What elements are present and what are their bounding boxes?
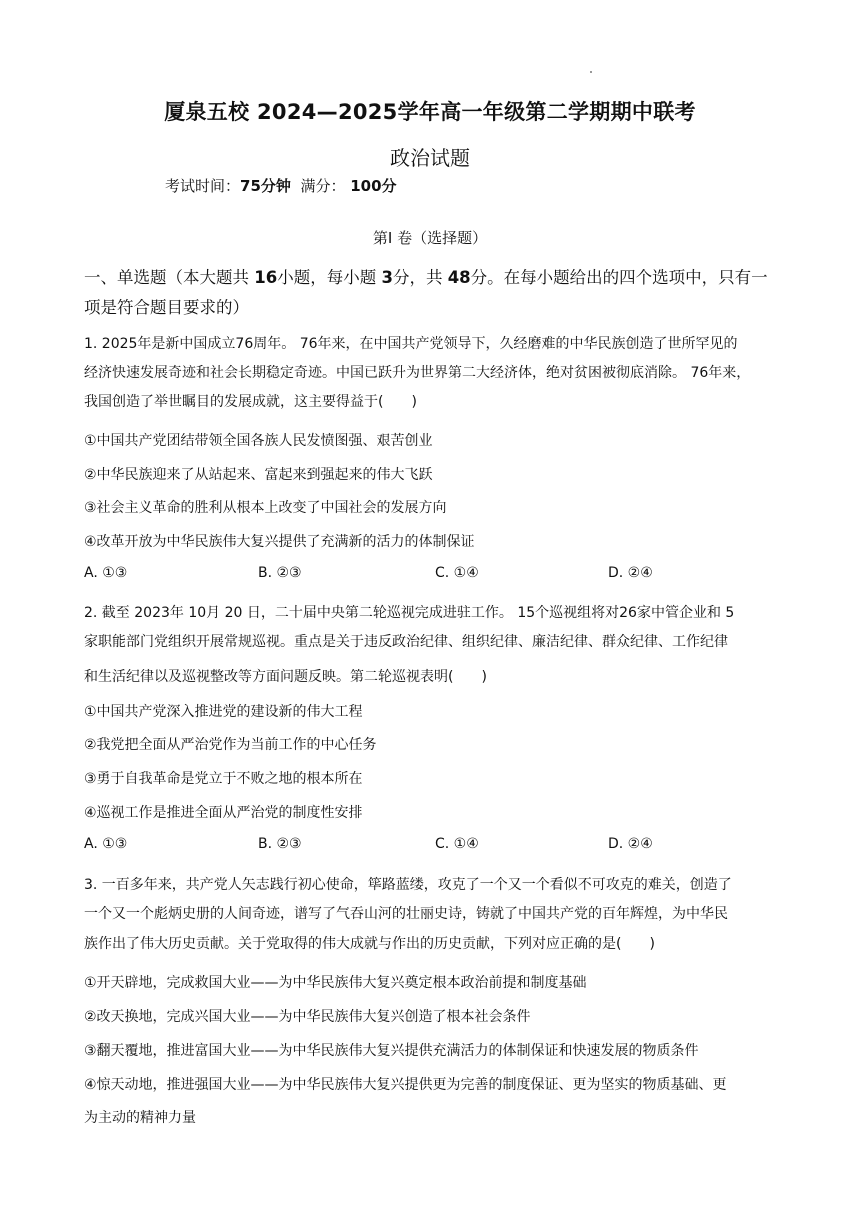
full-score-label: 满分： (300, 177, 346, 195)
full-score-value: 100分 (350, 177, 397, 195)
question-count: 16 (254, 268, 278, 287)
q2-option-c: C. ①④ (435, 836, 479, 852)
q1-option-c: C. ①④ (435, 565, 479, 581)
q1-option-d: D. ②④ (608, 565, 653, 581)
q3-stem-line: 一个又一个彪炳史册的人间奇迹，谱写了气吞山河的壮丽史诗，铸就了中国共产党的百年辉煌，为中华民 (84, 906, 728, 922)
q2-stem-line: 和生活纪律以及巡视整改等方面问题反映。第二轮巡视表明( ) (84, 669, 487, 685)
q2-stem-line: 2. 截至 2023年 10月 20 日，二十届中央第二轮巡视完成进驻工作。 15个巡视组将对26家中管企业和 5 (84, 605, 735, 621)
q2-statement: ①中国共产党深入推进党的建设新的伟大工程 (84, 704, 363, 720)
q1-stem-line: 我国创造了举世瞩目的发展成就，这主要得益于( ) (84, 394, 417, 410)
section-heading (84, 263, 784, 323)
part-title: 第Ⅰ 卷（选择题） (372, 229, 488, 247)
q2-option-a: A. ①③ (84, 836, 128, 852)
q3-statement: ③翻天覆地，推进富国大业——为中华民族伟大复兴提供充满活力的体制保证和快速发展的物质条件 (84, 1043, 699, 1059)
section-text: 小题，每小题 (277, 268, 377, 287)
points-total: 48 (447, 268, 471, 287)
q1-stem-line: 1. 2025年是新中国成立76周年。 76年来，在中国共产党领导下，久经磨难的中华民族创造了世所罕见的 (84, 336, 738, 352)
q1-statement: ①中国共产党团结带领全国各族人民发愤图强、艰苦创业 (84, 433, 433, 449)
q1-statement: ③社会主义革命的胜利从根本上改变了中国社会的发展方向 (84, 500, 447, 516)
q3-statement: ①开天辟地，完成救国大业——为中华民族伟大复兴奠定根本政治前提和制度基础 (84, 975, 587, 991)
exam-subtitle: 政治试题 (390, 146, 470, 170)
q1-statement: ④改革开放为中华民族伟大复兴提供了充满新的活力的体制保证 (84, 534, 475, 550)
exam-meta (165, 175, 397, 196)
q2-option-b: B. ②③ (258, 836, 302, 852)
q2-statement: ④巡视工作是推进全面从严治党的制度性安排 (84, 805, 363, 821)
q2-options (84, 836, 784, 856)
points-each: 3 (381, 268, 393, 287)
q2-statement: ②我党把全面从严治党作为当前工作的中心任务 (84, 737, 377, 753)
q1-options (84, 565, 784, 585)
q3-statement: ②改天换地，完成兴国大业——为中华民族伟大复兴创造了根本社会条件 (84, 1009, 531, 1025)
exam-title: 厦泉五校 2024—2025学年高一年级第二学期期中联考 (164, 100, 696, 124)
exam-time-value: 75分钟 (240, 177, 291, 195)
section-text: 一、单选题（本大题共 (84, 268, 249, 287)
q1-statement: ②中华民族迎来了从站起来、富起来到强起来的伟大飞跃 (84, 467, 433, 483)
section-text: 分。在每小题给出的四个选项中，只有一项是符合题目要求的） (84, 268, 768, 317)
q2-statement: ③勇于自我革命是党立于不败之地的根本所在 (84, 771, 363, 787)
q1-option-b: B. ②③ (258, 565, 302, 581)
scan-speck (590, 71, 592, 73)
exam-time-label: 考试时间： (165, 177, 241, 195)
q3-stem-line: 3. 一百多年来，共产党人矢志践行初心使命，筚路蓝缕，攻克了一个又一个看似不可攻克的难关，创造了 (84, 877, 732, 893)
q3-stem-line: 族作出了伟大历史贡献。关于党取得的伟大成就与作出的历史贡献，下列对应正确的是( ) (84, 936, 655, 952)
q2-stem-line: 家职能部门党组织开展常规巡视。重点是关于违反政治纪律、组织纪律、廉洁纪律、群众纪律、工作纪律 (84, 634, 728, 650)
q1-option-a: A. ①③ (84, 565, 128, 581)
q3-statement: ④惊天动地，推进强国大业——为中华民族伟大复兴提供更为完善的制度保证、更为坚实的物质基础、更 (84, 1077, 727, 1093)
q1-stem-line: 经济快速发展奇迹和社会长期稳定奇迹。中国已跃升为世界第二大经济体，绝对贫困被彻底消除。 76年来， (84, 365, 751, 381)
q3-statement: 为主动的精神力量 (84, 1110, 196, 1126)
q2-option-d: D. ②④ (608, 836, 653, 852)
section-text: 分，共 (392, 268, 443, 287)
